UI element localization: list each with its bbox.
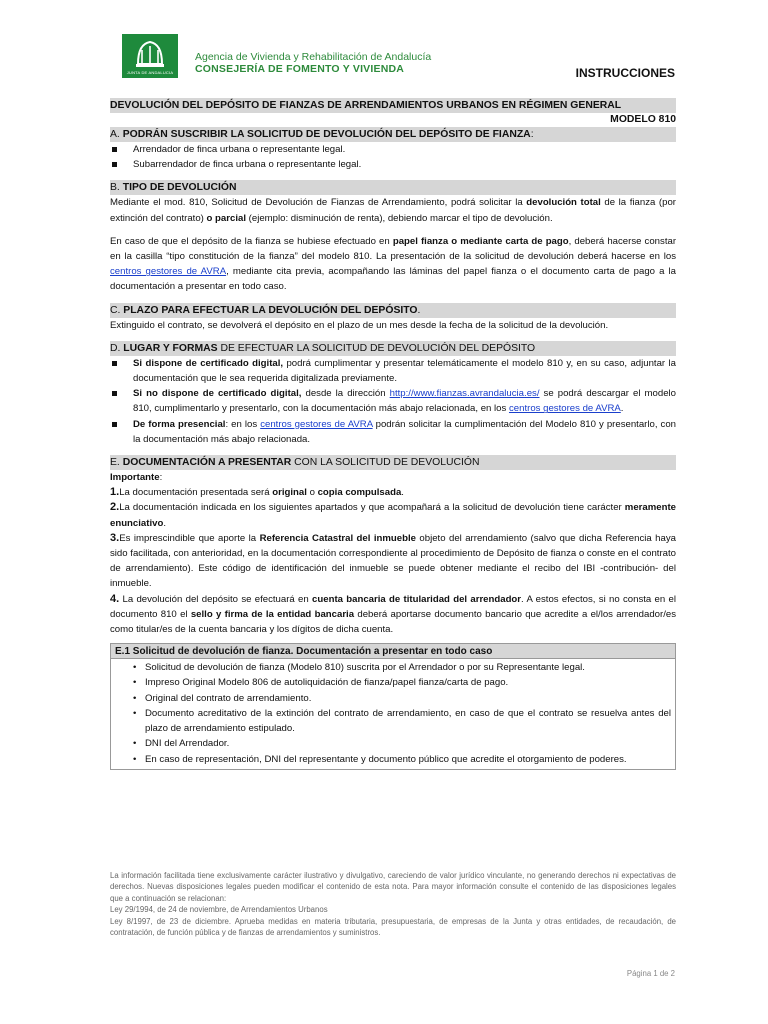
note-4: 4. La devolución del depósito se efectuará en cuenta bancaria de titularidad del arrendador. A estos efectos, si no consta en el documento 810 el sello y firma de la entidad bancaria deberá aportarse documento bancario que acredite a el/los arrendador/es como titular/es de la cuenta bancaria y los dígitos de dicha cuenta. xyxy=(110,592,677,636)
list-item: • DNI del Arrendador. xyxy=(111,736,671,751)
section-e1-list xyxy=(111,659,675,768)
list-item: Si no dispone de certificado digital, desde la dirección http://www.fianzas.avrandalucia.es/ se podrá descargar el modelo 810, cumplimentarlo y presentarlo, con la documentación más abajo relacionada, en los centros gestores de AVRA. xyxy=(110,386,676,416)
footer-law-2: Ley 8/1997, de 23 de diciembre. Aprueba medidas en materia tributaria, presupuestaria, de empresas de la Junta y otras entidades, de recaudación, de contratación, de función pública y de fianzas de arrendamientos y suministros. xyxy=(110,916,676,938)
modelo-label: MODELO 810 xyxy=(610,114,676,125)
section-b-paragraph-2: En caso de que el depósito de la fianza se hubiese efectuado en papel fianza o mediante carta de pago, deberá hacerse constar en la casilla “tipo constitución de la fianza” del modelo 810. La presentación de la solicitud de devolución deberá hacerse en los centros gestores de AVRA, mediante cita previa, acompañando las láminas del papel fianza o el documento carta de pago a la documentación a presentar en todo caso. xyxy=(110,235,677,293)
centros-gestores-link[interactable]: centros gestores de AVRA xyxy=(110,266,227,278)
section-e1-heading: E.1 Solicitud de devolución de fianza. Documentación a presentar en todo caso xyxy=(111,644,675,659)
document-body xyxy=(110,98,676,770)
section-letter: D. xyxy=(110,342,124,354)
section-c-paragraph: Extinguido el contrato, se devolverá el depósito en el plazo de un mes desde la fecha de la solicitud de la devolución. xyxy=(110,319,609,331)
section-title: PLAZO PARA EFECTUAR LA DEVOLUCIÓN DEL DEPÓSITO xyxy=(123,304,418,316)
section-letter: A. xyxy=(110,129,123,140)
fianzas-url-link[interactable]: http://www.fianzas.avrandalucia.es/ xyxy=(389,388,540,400)
section-title: DOCUMENTACIÓN A PRESENTAR xyxy=(122,457,292,469)
section-title: LUGAR Y FORMAS xyxy=(123,342,218,354)
section-suffix: : xyxy=(530,129,534,140)
section-title: PODRÁN SUSCRIBIR LA SOLICITUD DE DEVOLUCIÓN DEL DEPÓSITO DE FIANZA xyxy=(122,129,531,140)
note-2: 2.La documentación indicada en los siguientes apartados y que acompañará a la solicitud de devolución tiene carácter meramente enunciativo. xyxy=(110,501,676,529)
note-3: 3.Es imprescindible que aporte la Referencia Catastral del inmueble objeto del arrendamiento (salvo que dicha Referencia haya sido facilitada, con anterioridad, en la documentación correspondiente al procedimiento de Depósito de fianza o conste en el contrato de arrendamiento). Este código de identificación del inmueble se puede obtener mediante el recibo del IBI -contribución- del inmueble. xyxy=(110,531,676,590)
section-a-list xyxy=(110,142,676,172)
section-d-list xyxy=(110,356,676,447)
section-e-heading xyxy=(110,455,676,470)
section-a-heading xyxy=(110,127,676,142)
footer-disclaimer: La información facilitada tiene exclusivamente carácter ilustrativo y divulgativo, careciendo de valor jurídico vinculante, no generando derechos ni expectativas de derechos. Nuevas disposiciones legales pueden modificar el contenido de esta nota. Para mayor información consulte el contenido de las disposiciones legales que a continuación se relacionan: xyxy=(110,871,676,903)
section-letter: B. xyxy=(110,182,123,194)
section-suffix: . xyxy=(417,304,421,316)
importante-label: Importante: xyxy=(110,472,163,484)
list-item: Si dispone de certificado digital, podrá cumplimentar y presentar telemáticamente el modelo 810 y, en su caso, adjuntar la documentación que le sea requerida digitalizada previamente. xyxy=(110,356,676,386)
list-item: • Impreso Original Modelo 806 de autoliquidación de fianza/papel fianza/carta de pago. xyxy=(111,675,671,690)
list-item: Subarrendador de finca urbana o representante legal. xyxy=(110,157,676,172)
section-letter: C. xyxy=(110,304,124,316)
section-title-rest: CON LA SOLICITUD DE DEVOLUCIÓN xyxy=(291,457,480,469)
note-1: 1.La documentación presentada será original o copia compulsada. xyxy=(110,486,404,499)
list-item: De forma presencial: en los centros gestores de AVRA podrán solicitar la cumplimentación del Modelo 810 y presentarlo, con la documentación más abajo relacionada. xyxy=(110,417,676,447)
document-title: DEVOLUCIÓN DEL DEPÓSITO DE FIANZAS DE ARRENDAMIENTOS URBANOS EN RÉGIMEN GENERAL xyxy=(110,98,676,113)
list-item: Arrendador de finca urbana o representante legal. xyxy=(110,142,676,157)
section-d-heading xyxy=(110,341,676,356)
list-item: • Solicitud de devolución de fianza (Modelo 810) suscrita por el Arrendador o por su Representante legal. xyxy=(111,660,671,675)
section-c-heading xyxy=(110,303,676,318)
junta-andalucia-logo xyxy=(122,34,178,78)
logo-caption: JUNTA DE ANDALUCIA xyxy=(126,70,174,75)
list-item: • En caso de representación, DNI del representante y documento público que acredite el otorgamiento de poderes. xyxy=(111,752,671,767)
agency-name: Agencia de Vivienda y Rehabilitación de Andalucía xyxy=(195,51,432,63)
section-e1-box xyxy=(110,643,676,769)
section-title-rest: DE EFECTUAR LA SOLICITUD DE DEVOLUCIÓN DEL DEPÓSITO xyxy=(217,342,536,354)
centros-gestores-link[interactable]: centros gestores de AVRA xyxy=(260,418,373,430)
footer-law-1: Ley 29/1994, de 24 de noviembre, de Arrendamientos Urbanos xyxy=(110,905,328,915)
consejeria-name: CONSEJERÍA DE FOMENTO Y VIVIENDA xyxy=(195,63,405,75)
section-b-paragraph-1: Mediante el mod. 810, Solicitud de Devolución de Fianzas de Arrendamiento, podrá solicitar la devolución total de la fianza (por extinción del contrato) o parcial (ejemplo: disminución de renta), debiendo marcar el tipo de devolución. xyxy=(110,197,676,224)
page-number: Página 1 de 2 xyxy=(626,969,675,978)
list-item: • Original del contrato de arrendamiento. xyxy=(111,691,671,706)
section-b-heading xyxy=(110,180,676,195)
section-letter: E. xyxy=(110,457,123,469)
section-title: TIPO DE DEVOLUCIÓN xyxy=(122,182,237,194)
page-heading: INSTRUCCIONES xyxy=(575,66,675,80)
list-item: • Documento acreditativo de la extinción del contrato de arrendamiento, en caso de que el contrato se resuelva antes del plazo de arrendamiento estipulado. xyxy=(111,706,671,736)
legal-footer xyxy=(110,870,676,938)
centros-gestores-link[interactable]: centros gestores de AVRA xyxy=(508,403,621,415)
